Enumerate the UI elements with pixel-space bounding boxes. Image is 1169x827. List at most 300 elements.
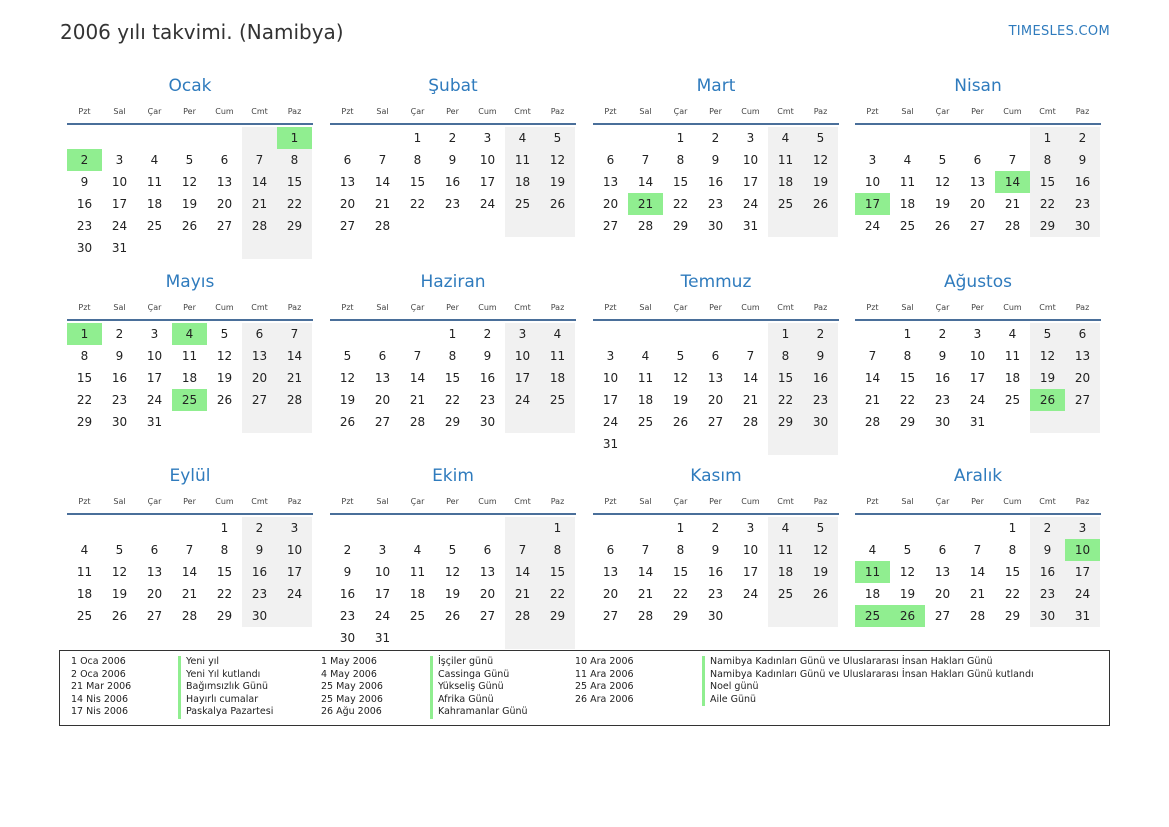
weekday-label: Pzt xyxy=(341,303,354,312)
holiday-day-cell: 11 xyxy=(855,561,890,583)
day-cell: 15 xyxy=(672,565,689,579)
month-name: Ocak xyxy=(168,76,212,96)
day-cell: 19 xyxy=(803,561,838,583)
calendar-grid xyxy=(67,74,1102,645)
day-cell: 6 xyxy=(973,153,982,167)
weekday-label: Cmt xyxy=(777,497,794,506)
day-cell: 12 xyxy=(216,349,233,363)
week-row xyxy=(330,345,576,367)
day-cell: 6 xyxy=(343,153,352,167)
empty-day xyxy=(925,127,960,149)
holiday-day-cell: 2 xyxy=(67,149,102,171)
day-cell: 27 xyxy=(602,609,619,623)
weekday-label: Paz xyxy=(1075,107,1090,116)
week-row xyxy=(330,627,576,649)
day-cell: 29 xyxy=(216,609,233,623)
empty-day xyxy=(890,127,925,149)
week-row xyxy=(593,149,839,171)
day-cell: 8 xyxy=(1008,543,1017,557)
holiday-day-cell: 1 xyxy=(67,323,102,345)
month-name: Kasım xyxy=(690,466,742,486)
day-cell: 17 xyxy=(969,371,986,385)
weekday-label: Pzt xyxy=(866,497,879,506)
empty-day xyxy=(890,517,925,539)
day-cell: 12 xyxy=(934,175,951,189)
day-cell: 1 xyxy=(768,323,803,345)
day-cell: 27 xyxy=(242,389,277,411)
empty-day xyxy=(995,127,1030,149)
week-row xyxy=(67,345,313,367)
empty-day xyxy=(137,237,172,259)
legend-item: 26 Ağu 2006 xyxy=(321,706,382,718)
day-cell: 18 xyxy=(540,367,575,389)
weekday-label: Cmt xyxy=(777,107,794,116)
day-cell: 15 xyxy=(1004,565,1021,579)
day-cell: 21 xyxy=(409,393,426,407)
day-cell: 22 xyxy=(899,393,916,407)
weekday-label: Paz xyxy=(813,303,828,312)
day-cell: 29 xyxy=(672,219,689,233)
legend-item: 14 Nis 2006 xyxy=(71,693,128,705)
empty-day xyxy=(365,517,400,539)
week-row xyxy=(67,411,313,433)
empty-day xyxy=(435,627,470,649)
day-cell: 13 xyxy=(934,565,951,579)
empty-day xyxy=(733,323,768,345)
legend-item: 11 Ara 2006 xyxy=(575,668,634,680)
day-cell: 10 xyxy=(277,539,312,561)
empty-day xyxy=(960,127,995,149)
day-cell: 25 xyxy=(146,219,163,233)
day-cell: 20 xyxy=(602,197,619,211)
week-row xyxy=(67,389,313,411)
week-row xyxy=(593,323,839,345)
day-cell: 15 xyxy=(444,371,461,385)
day-cell: 3 xyxy=(115,153,124,167)
legend-item: Noel günü xyxy=(702,681,1034,694)
week-row xyxy=(330,517,576,539)
weekday-label: Pzt xyxy=(604,303,617,312)
day-cell: 16 xyxy=(242,561,277,583)
week-row xyxy=(593,171,839,193)
day-cell: 10 xyxy=(111,175,128,189)
empty-day xyxy=(855,517,890,539)
day-cell: 1 xyxy=(220,521,229,535)
day-cell: 17 xyxy=(277,561,312,583)
holiday-day-cell: 26 xyxy=(1030,389,1065,411)
day-cell: 28 xyxy=(374,219,391,233)
month-name: Ağustos xyxy=(944,272,1012,292)
day-cell: 11 xyxy=(146,175,163,189)
day-cell: 1 xyxy=(540,517,575,539)
holiday-day-cell: 26 xyxy=(890,605,925,627)
day-cell: 8 xyxy=(903,349,912,363)
weekday-label: Pzt xyxy=(866,107,879,116)
weekday-label: Çar xyxy=(410,107,425,116)
day-cell: 15 xyxy=(540,561,575,583)
month-11 xyxy=(593,464,839,627)
day-cell: 12 xyxy=(444,565,461,579)
day-cell: 13 xyxy=(602,565,619,579)
day-cell: 13 xyxy=(216,175,233,189)
empty-day xyxy=(663,433,698,455)
day-cell: 9 xyxy=(448,153,457,167)
day-cell: 12 xyxy=(899,565,916,579)
day-cell: 4 xyxy=(641,349,650,363)
day-cell: 9 xyxy=(1065,149,1100,171)
week-row xyxy=(593,583,839,605)
day-cell: 4 xyxy=(768,127,803,149)
day-cell: 6 xyxy=(1065,323,1100,345)
day-cell: 1 xyxy=(676,131,685,145)
day-cell: 6 xyxy=(711,349,720,363)
legend-item: Namibya Kadınları Günü ve Uluslararası İnsan Hakları Günü xyxy=(702,656,1034,669)
day-cell: 21 xyxy=(374,197,391,211)
holiday-day-cell: 1 xyxy=(277,127,312,149)
day-cell: 24 xyxy=(602,415,619,429)
day-cell: 11 xyxy=(768,149,803,171)
day-cell: 10 xyxy=(374,565,391,579)
day-cell: 23 xyxy=(339,609,356,623)
month-name: Nisan xyxy=(954,76,1002,96)
empty-day xyxy=(277,237,312,259)
day-cell: 8 xyxy=(676,153,685,167)
empty-day xyxy=(207,237,242,259)
day-cell: 13 xyxy=(374,371,391,385)
day-cell: 26 xyxy=(111,609,128,623)
month-9 xyxy=(67,464,313,627)
day-cell: 2 xyxy=(711,131,720,145)
legend-item: Paskalya Pazartesi xyxy=(178,706,273,719)
day-cell: 6 xyxy=(150,543,159,557)
day-cell: 31 xyxy=(374,631,391,645)
day-cell: 27 xyxy=(969,219,986,233)
weekday-label: Paz xyxy=(550,303,565,312)
week-row xyxy=(593,215,839,237)
weekday-header xyxy=(593,494,839,515)
week-row xyxy=(855,561,1101,583)
day-cell: 31 xyxy=(969,415,986,429)
day-cell: 22 xyxy=(409,197,426,211)
weekday-label: Çar xyxy=(673,497,688,506)
weekday-label: Sal xyxy=(113,107,126,116)
empty-day xyxy=(540,215,575,237)
page-title: 2006 yılı takvimi. (Namibya) xyxy=(60,20,344,44)
day-cell: 13 xyxy=(1065,345,1100,367)
day-cell: 9 xyxy=(80,175,89,189)
day-cell: 18 xyxy=(181,371,198,385)
day-cell: 30 xyxy=(479,415,496,429)
day-cell: 13 xyxy=(146,565,163,579)
week-row xyxy=(67,561,313,583)
day-cell: 20 xyxy=(374,393,391,407)
day-cell: 18 xyxy=(864,587,881,601)
day-cell: 16 xyxy=(444,175,461,189)
day-cell: 20 xyxy=(339,197,356,211)
day-cell: 8 xyxy=(277,149,312,171)
empty-day xyxy=(435,517,470,539)
day-cell: 19 xyxy=(934,197,951,211)
day-cell: 21 xyxy=(637,587,654,601)
month-3 xyxy=(593,74,839,237)
day-cell: 12 xyxy=(339,371,356,385)
legend-item: 21 Mar 2006 xyxy=(71,681,132,693)
day-cell: 21 xyxy=(277,367,312,389)
day-cell: 7 xyxy=(641,153,650,167)
legend-item: Yükseliş Günü xyxy=(430,681,528,694)
empty-day xyxy=(593,517,628,539)
weekday-label: Sal xyxy=(639,497,652,506)
week-row xyxy=(855,605,1101,627)
day-cell: 9 xyxy=(115,349,124,363)
day-cell: 11 xyxy=(768,539,803,561)
week-row xyxy=(593,433,839,455)
day-cell: 30 xyxy=(934,415,951,429)
day-cell: 25 xyxy=(409,609,426,623)
weekday-label: Pzt xyxy=(78,303,91,312)
weekday-label: Cmt xyxy=(514,497,531,506)
weekday-label: Sal xyxy=(639,303,652,312)
site-link[interactable]: TIMESLES.COM xyxy=(1008,24,1110,39)
day-cell: 16 xyxy=(803,367,838,389)
weekday-label: Cum xyxy=(1003,497,1022,506)
day-cell: 14 xyxy=(637,175,654,189)
day-cell: 20 xyxy=(969,197,986,211)
day-cell: 24 xyxy=(742,587,759,601)
empty-day xyxy=(400,627,435,649)
legend-item: 26 Ara 2006 xyxy=(575,693,634,705)
day-cell: 10 xyxy=(602,371,619,385)
day-cell: 17 xyxy=(505,367,540,389)
empty-day xyxy=(628,127,663,149)
day-cell: 26 xyxy=(444,609,461,623)
week-row xyxy=(855,193,1101,215)
weekday-label: Cum xyxy=(741,107,760,116)
weekday-label: Cum xyxy=(478,107,497,116)
legend-item: Namibya Kadınları Günü ve Uluslararası İnsan Hakları Günü kutlandı xyxy=(702,669,1034,682)
month-6 xyxy=(330,270,576,433)
day-cell: 30 xyxy=(1065,215,1100,237)
day-cell: 8 xyxy=(768,345,803,367)
empty-day xyxy=(505,517,540,539)
day-cell: 12 xyxy=(1030,345,1065,367)
day-cell: 30 xyxy=(1030,605,1065,627)
empty-day xyxy=(593,323,628,345)
day-cell: 22 xyxy=(1030,193,1065,215)
weekday-label: Per xyxy=(971,107,984,116)
day-cell: 27 xyxy=(1065,389,1100,411)
day-cell: 7 xyxy=(277,323,312,345)
day-cell: 25 xyxy=(505,193,540,215)
day-cell: 18 xyxy=(768,561,803,583)
week-row xyxy=(855,149,1101,171)
empty-day xyxy=(102,127,137,149)
day-cell: 28 xyxy=(637,219,654,233)
week-row xyxy=(593,561,839,583)
week-row xyxy=(330,149,576,171)
week-row xyxy=(330,583,576,605)
empty-day xyxy=(400,215,435,237)
weekday-label: Cmt xyxy=(514,303,531,312)
day-cell: 5 xyxy=(115,543,124,557)
weekday-label: Per xyxy=(446,107,459,116)
day-cell: 12 xyxy=(672,371,689,385)
weekday-label: Cmt xyxy=(514,107,531,116)
legend-item: 1 May 2006 xyxy=(321,656,377,667)
day-cell: 24 xyxy=(969,393,986,407)
day-cell: 13 xyxy=(602,175,619,189)
day-cell: 29 xyxy=(277,215,312,237)
day-cell: 19 xyxy=(216,371,233,385)
empty-day xyxy=(733,433,768,455)
day-cell: 15 xyxy=(409,175,426,189)
day-cell: 5 xyxy=(448,543,457,557)
empty-day xyxy=(768,215,803,237)
day-cell: 9 xyxy=(343,565,352,579)
day-cell: 15 xyxy=(216,565,233,579)
empty-day xyxy=(67,517,102,539)
week-row xyxy=(855,539,1101,561)
day-cell: 28 xyxy=(864,415,881,429)
day-cell: 21 xyxy=(242,193,277,215)
day-cell: 2 xyxy=(1065,127,1100,149)
week-row xyxy=(593,389,839,411)
day-cell: 30 xyxy=(803,411,838,433)
weekday-label: Sal xyxy=(113,303,126,312)
day-cell: 13 xyxy=(242,345,277,367)
weekday-label: Cum xyxy=(1003,303,1022,312)
day-cell: 1 xyxy=(448,327,457,341)
day-cell: 23 xyxy=(707,197,724,211)
day-cell: 9 xyxy=(483,349,492,363)
day-cell: 11 xyxy=(505,149,540,171)
day-cell: 26 xyxy=(934,219,951,233)
weekday-header xyxy=(330,104,576,125)
weekday-label: Sal xyxy=(113,497,126,506)
day-cell: 6 xyxy=(606,153,615,167)
week-row xyxy=(330,389,576,411)
legend-names-col-2 xyxy=(430,656,528,719)
day-cell: 2 xyxy=(483,327,492,341)
legend-item: 25 May 2006 xyxy=(321,693,383,705)
day-cell: 26 xyxy=(181,219,198,233)
day-cell: 30 xyxy=(707,609,724,623)
empty-day xyxy=(698,323,733,345)
week-row xyxy=(855,215,1101,237)
day-cell: 17 xyxy=(742,565,759,579)
day-cell: 7 xyxy=(1008,153,1017,167)
day-cell: 10 xyxy=(742,153,759,167)
day-cell: 11 xyxy=(409,565,426,579)
day-cell: 24 xyxy=(505,389,540,411)
day-cell: 16 xyxy=(1030,561,1065,583)
day-cell: 4 xyxy=(868,543,877,557)
day-cell: 13 xyxy=(707,371,724,385)
week-row xyxy=(67,323,313,345)
day-cell: 9 xyxy=(803,345,838,367)
week-row xyxy=(67,517,313,539)
day-cell: 30 xyxy=(242,605,277,627)
day-cell: 25 xyxy=(540,389,575,411)
weekday-header xyxy=(67,104,313,125)
holiday-day-cell: 14 xyxy=(995,171,1030,193)
empty-day xyxy=(505,411,540,433)
day-cell: 7 xyxy=(378,153,387,167)
empty-day xyxy=(925,517,960,539)
day-cell: 7 xyxy=(505,539,540,561)
day-cell: 12 xyxy=(111,565,128,579)
day-cell: 19 xyxy=(672,393,689,407)
day-cell: 4 xyxy=(768,517,803,539)
day-cell: 20 xyxy=(216,197,233,211)
day-cell: 3 xyxy=(746,521,755,535)
legend-item: 25 Ara 2006 xyxy=(575,681,634,693)
day-cell: 16 xyxy=(934,371,951,385)
week-row xyxy=(67,605,313,627)
week-row xyxy=(855,171,1101,193)
weekday-label: Per xyxy=(183,497,196,506)
day-cell: 17 xyxy=(146,371,163,385)
day-cell: 11 xyxy=(76,565,93,579)
empty-day xyxy=(435,215,470,237)
day-cell: 28 xyxy=(1004,219,1021,233)
day-cell: 11 xyxy=(1004,349,1021,363)
weekday-label: Çar xyxy=(410,303,425,312)
month-name: Ekim xyxy=(432,466,474,486)
day-cell: 26 xyxy=(803,193,838,215)
empty-day xyxy=(330,517,365,539)
weekday-label: Paz xyxy=(287,497,302,506)
day-cell: 22 xyxy=(76,393,93,407)
month-7 xyxy=(593,270,839,455)
day-cell: 31 xyxy=(742,219,759,233)
week-row xyxy=(330,367,576,389)
legend-item: Hayırlı cumalar xyxy=(178,694,273,707)
empty-day xyxy=(172,237,207,259)
week-row xyxy=(593,367,839,389)
day-cell: 3 xyxy=(606,349,615,363)
week-row xyxy=(67,193,313,215)
day-cell: 5 xyxy=(540,127,575,149)
day-cell: 21 xyxy=(181,587,198,601)
day-cell: 20 xyxy=(146,587,163,601)
month-8 xyxy=(855,270,1101,433)
week-row xyxy=(855,411,1101,433)
day-cell: 14 xyxy=(409,371,426,385)
day-cell: 16 xyxy=(707,565,724,579)
day-cell: 4 xyxy=(903,153,912,167)
day-cell: 23 xyxy=(1065,193,1100,215)
day-cell: 13 xyxy=(479,565,496,579)
day-cell: 23 xyxy=(803,389,838,411)
empty-day xyxy=(172,127,207,149)
legend-item: Aile Günü xyxy=(702,694,1034,707)
week-row xyxy=(593,193,839,215)
day-cell: 16 xyxy=(76,197,93,211)
day-cell: 3 xyxy=(277,517,312,539)
empty-day xyxy=(67,127,102,149)
day-cell: 18 xyxy=(899,197,916,211)
weekday-label: Per xyxy=(446,303,459,312)
weekday-label: Pzt xyxy=(341,107,354,116)
day-cell: 27 xyxy=(374,415,391,429)
day-cell: 5 xyxy=(803,127,838,149)
legend-dates-col-1 xyxy=(71,656,131,719)
day-cell: 27 xyxy=(707,415,724,429)
day-cell: 29 xyxy=(1030,215,1065,237)
weekday-label: Cum xyxy=(478,497,497,506)
day-cell: 15 xyxy=(1030,171,1065,193)
